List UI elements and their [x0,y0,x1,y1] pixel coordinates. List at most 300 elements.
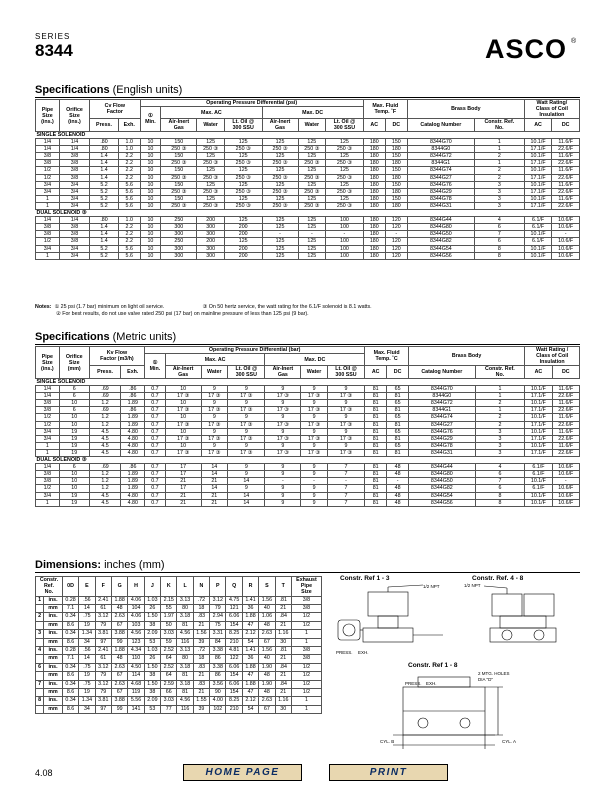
table-cell: - [387,478,409,485]
table-cell: 10 [59,400,89,407]
table-cell: 250 ③ [262,202,298,209]
table-cell: 81 [365,386,387,393]
table-cell: 1.4 [90,238,119,245]
table-cell: 7 [327,471,364,478]
table-row [36,596,322,604]
table-cell: 1 [475,393,525,400]
table-cell: ins. [44,697,63,705]
table-cell: 11.6/F [552,167,580,174]
table-cell: 125 [326,153,364,160]
table-cell: 5.2 [90,245,119,252]
table-cell: 6.1/F [524,224,552,231]
table-cell: 14 [201,485,228,492]
table-row [36,621,322,629]
table-cell: 54 [242,638,258,646]
table-cell: 10 [59,421,89,428]
table-cell: - [326,231,364,238]
table-cell: 81 [387,407,409,414]
table-cell: 6.1/F [525,464,552,471]
table-cell: 64 [161,655,177,663]
table-cell: 21 [201,499,228,506]
table-cell: 10.1/F [524,167,552,174]
table-row [36,449,580,456]
svg-text:PRESS.: PRESS. [405,681,422,686]
table-cell: 8344G80 [409,471,476,478]
table-cell: 79 [95,672,111,680]
table-cell: 36 [242,605,258,613]
table-cell: 1.89 [121,400,145,407]
table-cell: 8344G74 [407,167,474,174]
english-rows [36,132,580,260]
table-cell: 81 [365,407,387,414]
table-cell: 8344G0 [407,146,474,153]
table-cell: 154 [226,689,242,697]
table-cell: 5.2 [90,252,119,259]
table-cell: 116 [177,638,193,646]
table-cell: 1.34 [79,630,95,638]
table-cell: 250 ③ [161,160,197,167]
table-cell: 150 [385,195,407,202]
table-cell: 4 [475,464,525,471]
table-cell: 0.7 [145,471,166,478]
table-cell: 1/2 [36,238,60,245]
table-cell: 39 [193,638,209,646]
table-cell: 17 [165,464,201,471]
table-row [36,705,322,713]
table-cell: 100 [326,238,364,245]
table-cell: 3 [474,195,524,202]
table-row [36,146,580,153]
asco-logo [485,34,580,62]
table-cell: 84 [210,638,226,646]
table-cell [36,705,44,713]
table-cell: 3 [475,428,525,435]
table-cell: 125 [298,167,326,174]
svg-text:CYL. B: CYL. B [380,739,395,744]
table-cell: 250 ③ [161,174,197,181]
table-cell: 8.25 [226,630,242,638]
table-cell: 125 [262,245,298,252]
table-cell: 10 [59,478,89,485]
table-cell: 250 ③ [298,146,326,153]
table-cell [36,621,44,629]
table-cell: 7.1 [62,655,78,663]
table-cell: 3/8 [59,160,89,167]
table-cell: 1/2 [291,680,321,688]
table-cell: 21 [275,605,291,613]
table-cell: 300 [161,252,197,259]
table-cell: 1.41 [242,647,258,655]
table-cell: 6 [36,663,44,671]
table-cell: 6.1/F [524,217,552,224]
table-cell: 3.81 [95,630,111,638]
table-cell: 4.56 [128,630,144,638]
table-cell: 65 [387,442,409,449]
table-cell: 81 [387,421,409,428]
table-header: F [95,577,111,597]
table-cell: 1 [36,596,44,604]
table-cell: 9 [265,386,301,393]
table-cell: 99 [111,638,127,646]
table-cell: 1 [36,202,60,209]
table-cell: 1.89 [121,478,145,485]
table-cell: 3 [475,442,525,449]
table-cell: 2.2 [118,153,140,160]
home-page-button[interactable]: HOME PAGE [183,764,302,781]
table-cell: 8344G44 [407,217,474,224]
table-cell: 1.88 [242,613,258,621]
table-cell: 4.68 [128,680,144,688]
table-cell: 125 [298,224,326,231]
table-cell: 4.80 [121,442,145,449]
table-cell: 1 [291,630,321,638]
table-cell: 0.7 [145,442,166,449]
table-cell: 2.63 [259,697,275,705]
table-cell: 125 [326,139,364,146]
table-cell: 22.6/F [552,393,579,400]
table-cell: 10 [165,400,201,407]
group-row [36,132,580,139]
table-cell: 3/4 [36,435,60,442]
table-cell: ins. [44,663,63,671]
table-header: T [275,577,291,597]
table-cell: 250 [161,217,197,224]
table-cell: 17 ③ [201,449,228,456]
table-cell: 3 [475,449,525,456]
table-cell: 180 [363,188,385,195]
table-cell: 17 ③ [301,421,328,428]
table-cell: 180 [385,174,407,181]
table-cell: 22.6/F [552,160,580,167]
table-cell: 10.1/F [525,492,552,499]
notes: Notes: ① 25 psi (1.7 bar) minimum on light oil service. ③ On 50 hertz service, the watt rating for the 6.1/F solenoid is 8.1 watts. ② For best results, do not use valve rated 250 psi (17 bar) on mainline pressure of less than 125 psi (9 bar). [35,304,372,317]
table-cell: ins. [44,596,63,604]
table-cell: .72 [193,596,209,604]
group-label: DUAL SOLENOID ③ [36,210,580,217]
table-cell: 0.7 [145,492,166,499]
table-cell: 102 [210,705,226,713]
table-cell: 8344G31 [407,202,474,209]
table-cell: 4.5 [89,435,121,442]
table-cell: 61 [95,605,111,613]
col-body: Brass Body [407,100,524,119]
table-cell: 17 [165,471,201,478]
table-cell: 17.1/F [525,435,552,442]
table-cell: 7 [475,478,525,485]
table-cell: 59 [161,638,177,646]
table-cell: 1 [36,195,60,202]
table-cell: 1.2 [89,421,121,428]
table-cell: 97 [95,705,111,713]
table-cell: 180 [385,188,407,195]
table-cell: 1.90 [259,663,275,671]
table-cell: 125 [197,153,225,160]
table-cell: 200 [197,238,225,245]
table-cell: - [265,478,301,485]
table-cell: 17 ③ [228,435,265,442]
table-cell: 121 [226,605,242,613]
table-row [36,680,322,688]
table-cell: 1.2 [89,400,121,407]
table-cell: 1.4 [90,224,119,231]
valve-diagram-ref18 [378,669,538,755]
table-cell: 250 ③ [326,188,364,195]
table-cell: 19 [59,499,89,506]
table-cell: 0.28 [62,647,78,655]
table-cell: 1.16 [275,630,291,638]
print-button[interactable]: PRINT [329,764,448,781]
table-cell: 8344G78 [409,442,476,449]
table-cell: 0.7 [145,499,166,506]
table-cell: 48 [259,672,275,680]
table-cell: 250 ③ [326,202,364,209]
table-cell: 1.90 [259,680,275,688]
table-cell: 120 [385,224,407,231]
table-cell: 1/2 [291,689,321,697]
table-cell: 125 [262,139,298,146]
table-cell: 8344G74 [409,414,476,421]
table-cell: 17 ③ [327,393,364,400]
table-cell: 17 ③ [228,407,265,414]
table-cell: 4.5 [89,492,121,499]
table-cell: 1.4 [90,153,119,160]
table-cell: 10.1/F [525,442,552,449]
table-cell: 250 ③ [224,174,262,181]
table-cell: 1.4 [90,231,119,238]
table-cell: 116 [177,705,193,713]
table-cell: 9 [201,428,228,435]
table-cell: 8.25 [226,697,242,705]
table-cell: 17 ③ [165,449,201,456]
table-cell: 125 [224,195,262,202]
table-cell: .81 [275,596,291,604]
table-cell: 1 [36,449,60,456]
table-cell: 2.52 [161,647,177,655]
table-cell: 250 ③ [298,202,326,209]
table-cell: 125 [326,195,364,202]
table-cell: 0.7 [145,464,166,471]
table-cell: 120 [385,245,407,252]
table-cell: 300 [197,224,225,231]
table-cell: 4.80 [121,499,145,506]
table-cell: 8344G0 [409,393,476,400]
table-cell: 14 [228,492,265,499]
table-cell: 9 [301,428,328,435]
table-cell: 17.1/F [524,174,552,181]
table-cell: 125 [224,153,262,160]
table-cell: 180 [363,217,385,224]
table-cell: 80 [177,655,193,663]
table-cell: 1.2 [89,414,121,421]
page-number: 4.08 [35,768,53,778]
table-cell: 19 [59,442,89,449]
table-cell: 81 [365,464,387,471]
table-cell [36,638,44,646]
table-cell: 0.34 [62,663,78,671]
table-cell: 8344G44 [409,464,476,471]
table-cell: 2.2 [118,160,140,167]
table-cell: 125 [326,181,364,188]
table-cell: 1/4 [59,146,89,153]
table-cell: 38 [144,672,160,680]
table-cell: 86 [210,672,226,680]
table-cell: 0.7 [145,485,166,492]
table-cell: 55 [161,605,177,613]
table-cell: 17 ③ [265,421,301,428]
table-cell: 8344G27 [409,421,476,428]
table-cell: .75 [79,663,95,671]
table-cell: 3/8 [291,655,321,663]
table-cell: 150 [161,181,197,188]
table-row [36,224,580,231]
table-cell: 7 [327,499,364,506]
table-cell: 67 [111,672,127,680]
table-row [36,655,322,663]
table-cell: 9 [301,492,328,499]
table-cell [36,605,44,613]
table-cell: 0.7 [145,478,166,485]
table-cell: 3/8 [36,153,60,160]
table-cell: 64 [161,672,177,680]
table-cell: 10.1/F [524,231,552,238]
table-cell: 17.1/F [525,449,552,456]
table-cell: 125 [224,139,262,146]
table-cell: 125 [298,195,326,202]
table-cell: 300 [197,252,225,259]
table-cell: 8344G27 [407,174,474,181]
table-cell: 48 [387,464,409,471]
table-cell: 40 [259,605,275,613]
table-cell: 250 ③ [298,174,326,181]
table-cell: 36 [242,655,258,663]
table-cell: 11.6/F [552,181,580,188]
table-cell: 0.7 [145,421,166,428]
table-cell: 3/8 [59,167,89,174]
english-specs-table: Pipe Size (ins.) Orifice Size (ins.) Cv Flow Factor Operating Pressure Differential (psi) Max. Fluid Temp. ˚F Brass Body Watt Rating/ Class of Coil Insulation ① Min. Max. AC Max. DC Press. Exh. Air-Inert Gas Water Lt. Oil @ 300 SSU Air-Inert Gas Water Lt. Oil @ 300 SSU AC DC Catalog Number Constr. Ref. No. AC DC SINGLE SOLENOID 1/4 1/4 .80 1.0 10 150 125 125 125 125 125 180 150 8344G70 1 10.1/F 11.6/F 1/4 1/4 .80 1.0 10 250 ③ 250 ③ 250 ③ 250 ③ 250 ③ 250 ③ 180 180 8344G0 1 17.1/F 22.6/F 3/8 3/8 1.4 2.2 10 150 125 125 125 125 125 180 150 8344G72 2 10.1/F 11.6/F 3/8 3/8 1.4 2.2 10 250 ③ 250 ③ 250 ③ 250 ③ 250 ③ 250 ③ 180 180 8344G1 1 17.1/F 22.6/F 1/2 3/8 1.4 2.2 10 150 125 125 125 125 125 180 150 8344G74 2 10.1/F 11.6/F 1/2 3/8 1.4 2.2 10 250 ③ 250 ③ 250 ③ 250 ③ 250 ③ 250 ③ 180 180 8344G27 2 17.1/F 22.6/F 3/4 3/4 5.2 5.6 10 150 125 125 125 125 125 180 150 8344G76 3 10.1/F 11.6/F 3/4 3/4 5.2 5.6 10 250 ③ 250 ③ 250 ③ 250 ③ 250 ③ 250 ③ 180 180 8344G29 3 17.1/F 22.6/F 1 3/4 5.2 5.6 10 150 125 125 125 125 125 180 150 8344G78 3 10.1/F 11.6/F 1 3/4 5.2 5.6 10 250 ③ 250 ③ 250 ③ 250 ③ 250 ③ 250 ③ 180 180 8344G31 3 17.1/F 22.6/F DUAL SOLENOID ③ 1/4 1/4 .80 1.0 10 250 200 125 125 125 100 180 120 8344G44 4 6.1/F 10.6/F 3/8 3/8 1.4 2.2 10 300 300 200 125 125 100 180 120 8344G80 6 6.1/F 10.6/F 3/8 3/8 1.4 2.2 10 300 300 200 - - - 180 - 8344G50 7 10.1/F - 1/2 3/8 1.4 2.2 10 250 200 125 125 125 100 180 120 8344G82 6 6.1/F 10.6/F 3/4 3/4 5.2 5.6 10 300 300 200 125 125 100 180 120 8344G54 8 10.1/F 10.6/F 1 3/4 5.2 5.6 10 300 300 200 125 125 100 180 120 8344G56 8 10.1/F 10.6/F [35,99,580,260]
table-cell: 1 [36,499,60,506]
table-cell: 250 ③ [262,160,298,167]
table-cell: 17 ③ [201,407,228,414]
table-cell: 10.1/F [525,400,552,407]
table-cell: 10.1/F [525,428,552,435]
table-cell: 1.41 [242,596,258,604]
table-cell: 150 [385,153,407,160]
table-cell: 81 [365,421,387,428]
table-cell: 1.55 [193,697,209,705]
table-cell: 10.1/F [524,139,552,146]
table-cell: 8 [36,697,44,705]
table-cell: 2.59 [161,680,177,688]
valve-diagram-ref13 [328,582,453,657]
group-row [36,379,580,386]
table-cell: 1.89 [121,414,145,421]
table-cell: 2.2 [118,231,140,238]
table-cell: 3/4 [59,252,89,259]
table-cell: 125 [262,238,298,245]
table-cell: ins. [44,680,63,688]
table-cell: 9 [265,414,301,421]
table-row [36,421,580,428]
table-cell: 9 [265,464,301,471]
table-cell: 17 ③ [228,421,265,428]
table-cell: 9 [301,414,328,421]
table-cell: 3.13 [177,647,193,655]
table-cell: 3/8 [36,400,60,407]
table-cell: 125 [224,238,262,245]
table-cell: 125 [262,167,298,174]
table-cell: 4.34 [128,647,144,655]
table-header: H [128,577,144,597]
table-cell: 180 [363,146,385,153]
table-cell: 9 [327,442,364,449]
table-cell: 17.1/F [524,146,552,153]
table-cell: 11.6/F [552,442,579,449]
table-cell: 11.6/F [552,153,580,160]
svg-text:®: ® [571,38,577,45]
table-header: Exhaust Pipe Size [291,577,321,597]
table-cell: 8344G76 [407,181,474,188]
table-cell: 3.03 [161,697,177,705]
table-cell: 38 [144,689,160,697]
table-cell: 5.6 [118,202,140,209]
table-cell: 10.6/F [552,485,579,492]
table-cell: .86 [121,464,145,471]
table-cell: 125 [224,167,262,174]
table-cell: 3/8 [36,224,60,231]
table-cell: 21 [275,689,291,697]
table-cell: 1 [474,160,524,167]
table-cell: .83 [193,663,209,671]
table-cell: 120 [385,252,407,259]
table-cell: 0.34 [62,697,78,705]
table-cell: .80 [90,139,119,146]
table-cell: 10.1/F [524,245,552,252]
table-cell: 1.2 [89,471,121,478]
table-cell: 1 [36,442,60,449]
table-cell: 17 ③ [327,449,364,456]
table-row [36,174,580,181]
col-cv: Cv Flow Factor [90,100,140,119]
table-cell: 9 [201,400,228,407]
table-cell: 22.6/F [552,188,580,195]
table-cell: 154 [226,621,242,629]
table-cell: 10.1/F [524,252,552,259]
table-cell: 250 ③ [224,202,262,209]
table-cell: 40 [259,655,275,663]
table-cell: 8344G80 [407,224,474,231]
table-cell: 65 [387,400,409,407]
table-cell: 19 [79,689,95,697]
table-cell: 3.12 [95,680,111,688]
table-row [36,181,580,188]
table-row [36,647,322,655]
group-label: DUAL SOLENOID ③ [36,457,580,464]
table-cell: 17 ③ [327,407,364,414]
svg-text:1/2 NPT: 1/2 NPT [423,584,440,589]
table-cell: 1/2 [291,663,321,671]
table-cell: 9 [265,471,301,478]
table-cell: 180 [363,224,385,231]
table-cell: .69 [89,386,121,393]
table-cell [36,655,44,663]
table-cell: 3/8 [59,153,89,160]
table-cell: 17.1/F [524,160,552,167]
table-cell: 8344G1 [407,160,474,167]
table-cell: 10 [140,245,161,252]
table-cell: 180 [363,202,385,209]
group-label: SINGLE SOLENOID [36,379,580,386]
table-cell: 48 [387,485,409,492]
